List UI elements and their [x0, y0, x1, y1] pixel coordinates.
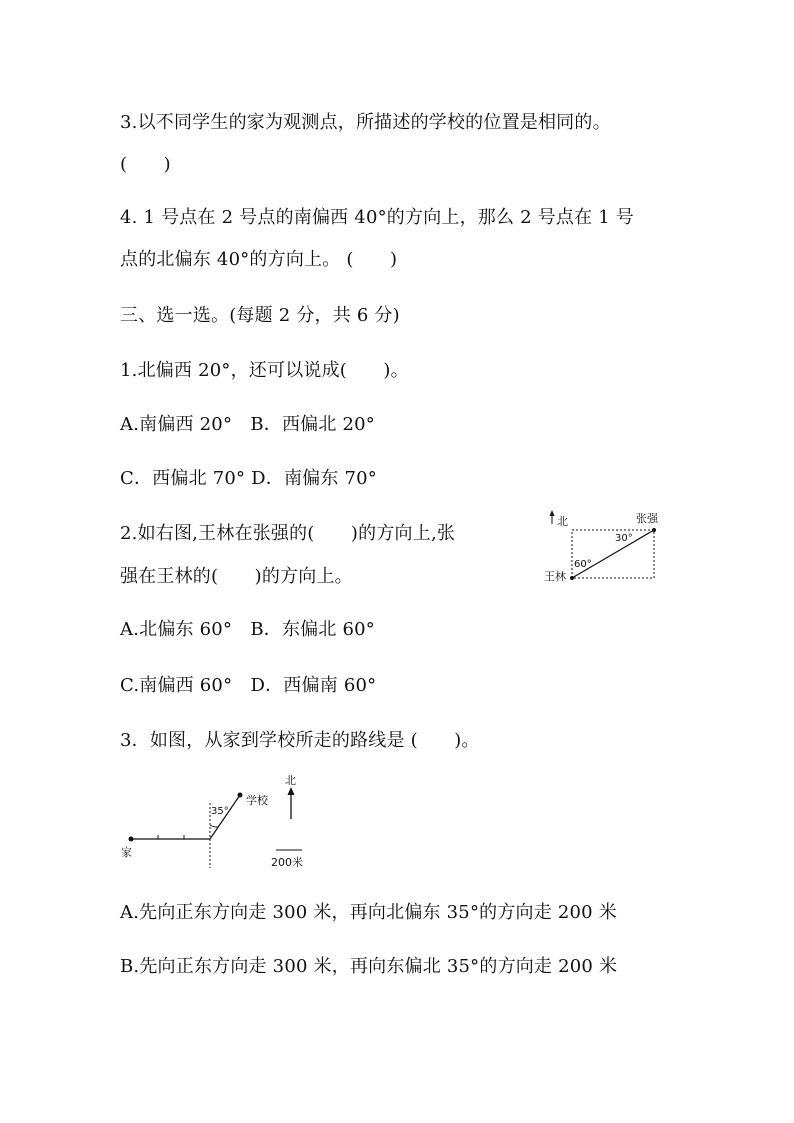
- choice-2-options-cd: C.南偏西 60° D．西偏南 60°: [120, 675, 377, 696]
- question-4-text-line1: 4. 1 号点在 2 号点的南偏西 40°的方向上，那么 2 号点在 1 号: [120, 207, 634, 228]
- choice-question-2-line1: 2.如右图,王林在张强的( )的方向上,张: [120, 523, 456, 544]
- wanglin-label: 王林: [544, 570, 566, 583]
- angle-arc: [210, 825, 218, 827]
- route-northeast-segment: [210, 795, 240, 839]
- choice-question-3: 3．如图，从家到学校所走的路线是 ( )。: [120, 730, 480, 751]
- north-label: 北: [557, 515, 568, 528]
- choice-3-option-a: A.先向正东方向走 300 米，再向北偏东 35°的方向走 200 米: [120, 902, 617, 923]
- choice-1-options-ab: A.南偏西 20° B．西偏北 20°: [120, 414, 375, 435]
- home-point: [129, 837, 134, 842]
- north-arrow-icon: [288, 787, 295, 795]
- angle-35-label: 35°: [211, 806, 229, 817]
- choice-question-1: 1.北偏西 20°，还可以说成( )。: [120, 360, 409, 381]
- question-4-text-line2: 点的北偏东 40°的方向上。 ( ): [120, 249, 398, 270]
- scale-label: 200米: [271, 856, 303, 869]
- zhangqiang-label: 张强: [636, 512, 658, 525]
- angle-30-label: 30°: [615, 533, 633, 544]
- zhangqiang-point: [652, 528, 656, 532]
- choice-question-2-line2: 强在王林的( )的方向上。: [120, 566, 353, 587]
- route-figure-home-to-school: [118, 770, 318, 875]
- school-point: [238, 793, 243, 798]
- school-label: 学校: [246, 794, 268, 807]
- north-arrow-icon: [550, 510, 555, 516]
- choice-1-options-cd: C．西偏北 70° D．南偏东 70°: [120, 468, 377, 489]
- choice-2-options-ab: A.北偏东 60° B．东偏北 60°: [120, 619, 375, 640]
- wanglin-zhangqiang-line: [572, 530, 654, 578]
- choice-3-option-b: B.先向正东方向走 300 米，再向东偏北 35°的方向走 200 米: [120, 956, 618, 977]
- home-label: 家: [121, 846, 132, 859]
- wanglin-point: [570, 576, 574, 580]
- north-label: 北: [285, 774, 296, 787]
- direction-figure-wanglin-zhangqiang: [540, 506, 670, 586]
- angle-60-label: 60°: [574, 559, 592, 570]
- question-3-answer-blank[interactable]: ( ): [120, 154, 171, 175]
- question-3-text: 3.以不同学生的家为观测点，所描述的学校的位置是相同的。: [120, 112, 611, 133]
- section-3-heading: 三、选一选。(每题 2 分，共 6 分): [120, 305, 400, 326]
